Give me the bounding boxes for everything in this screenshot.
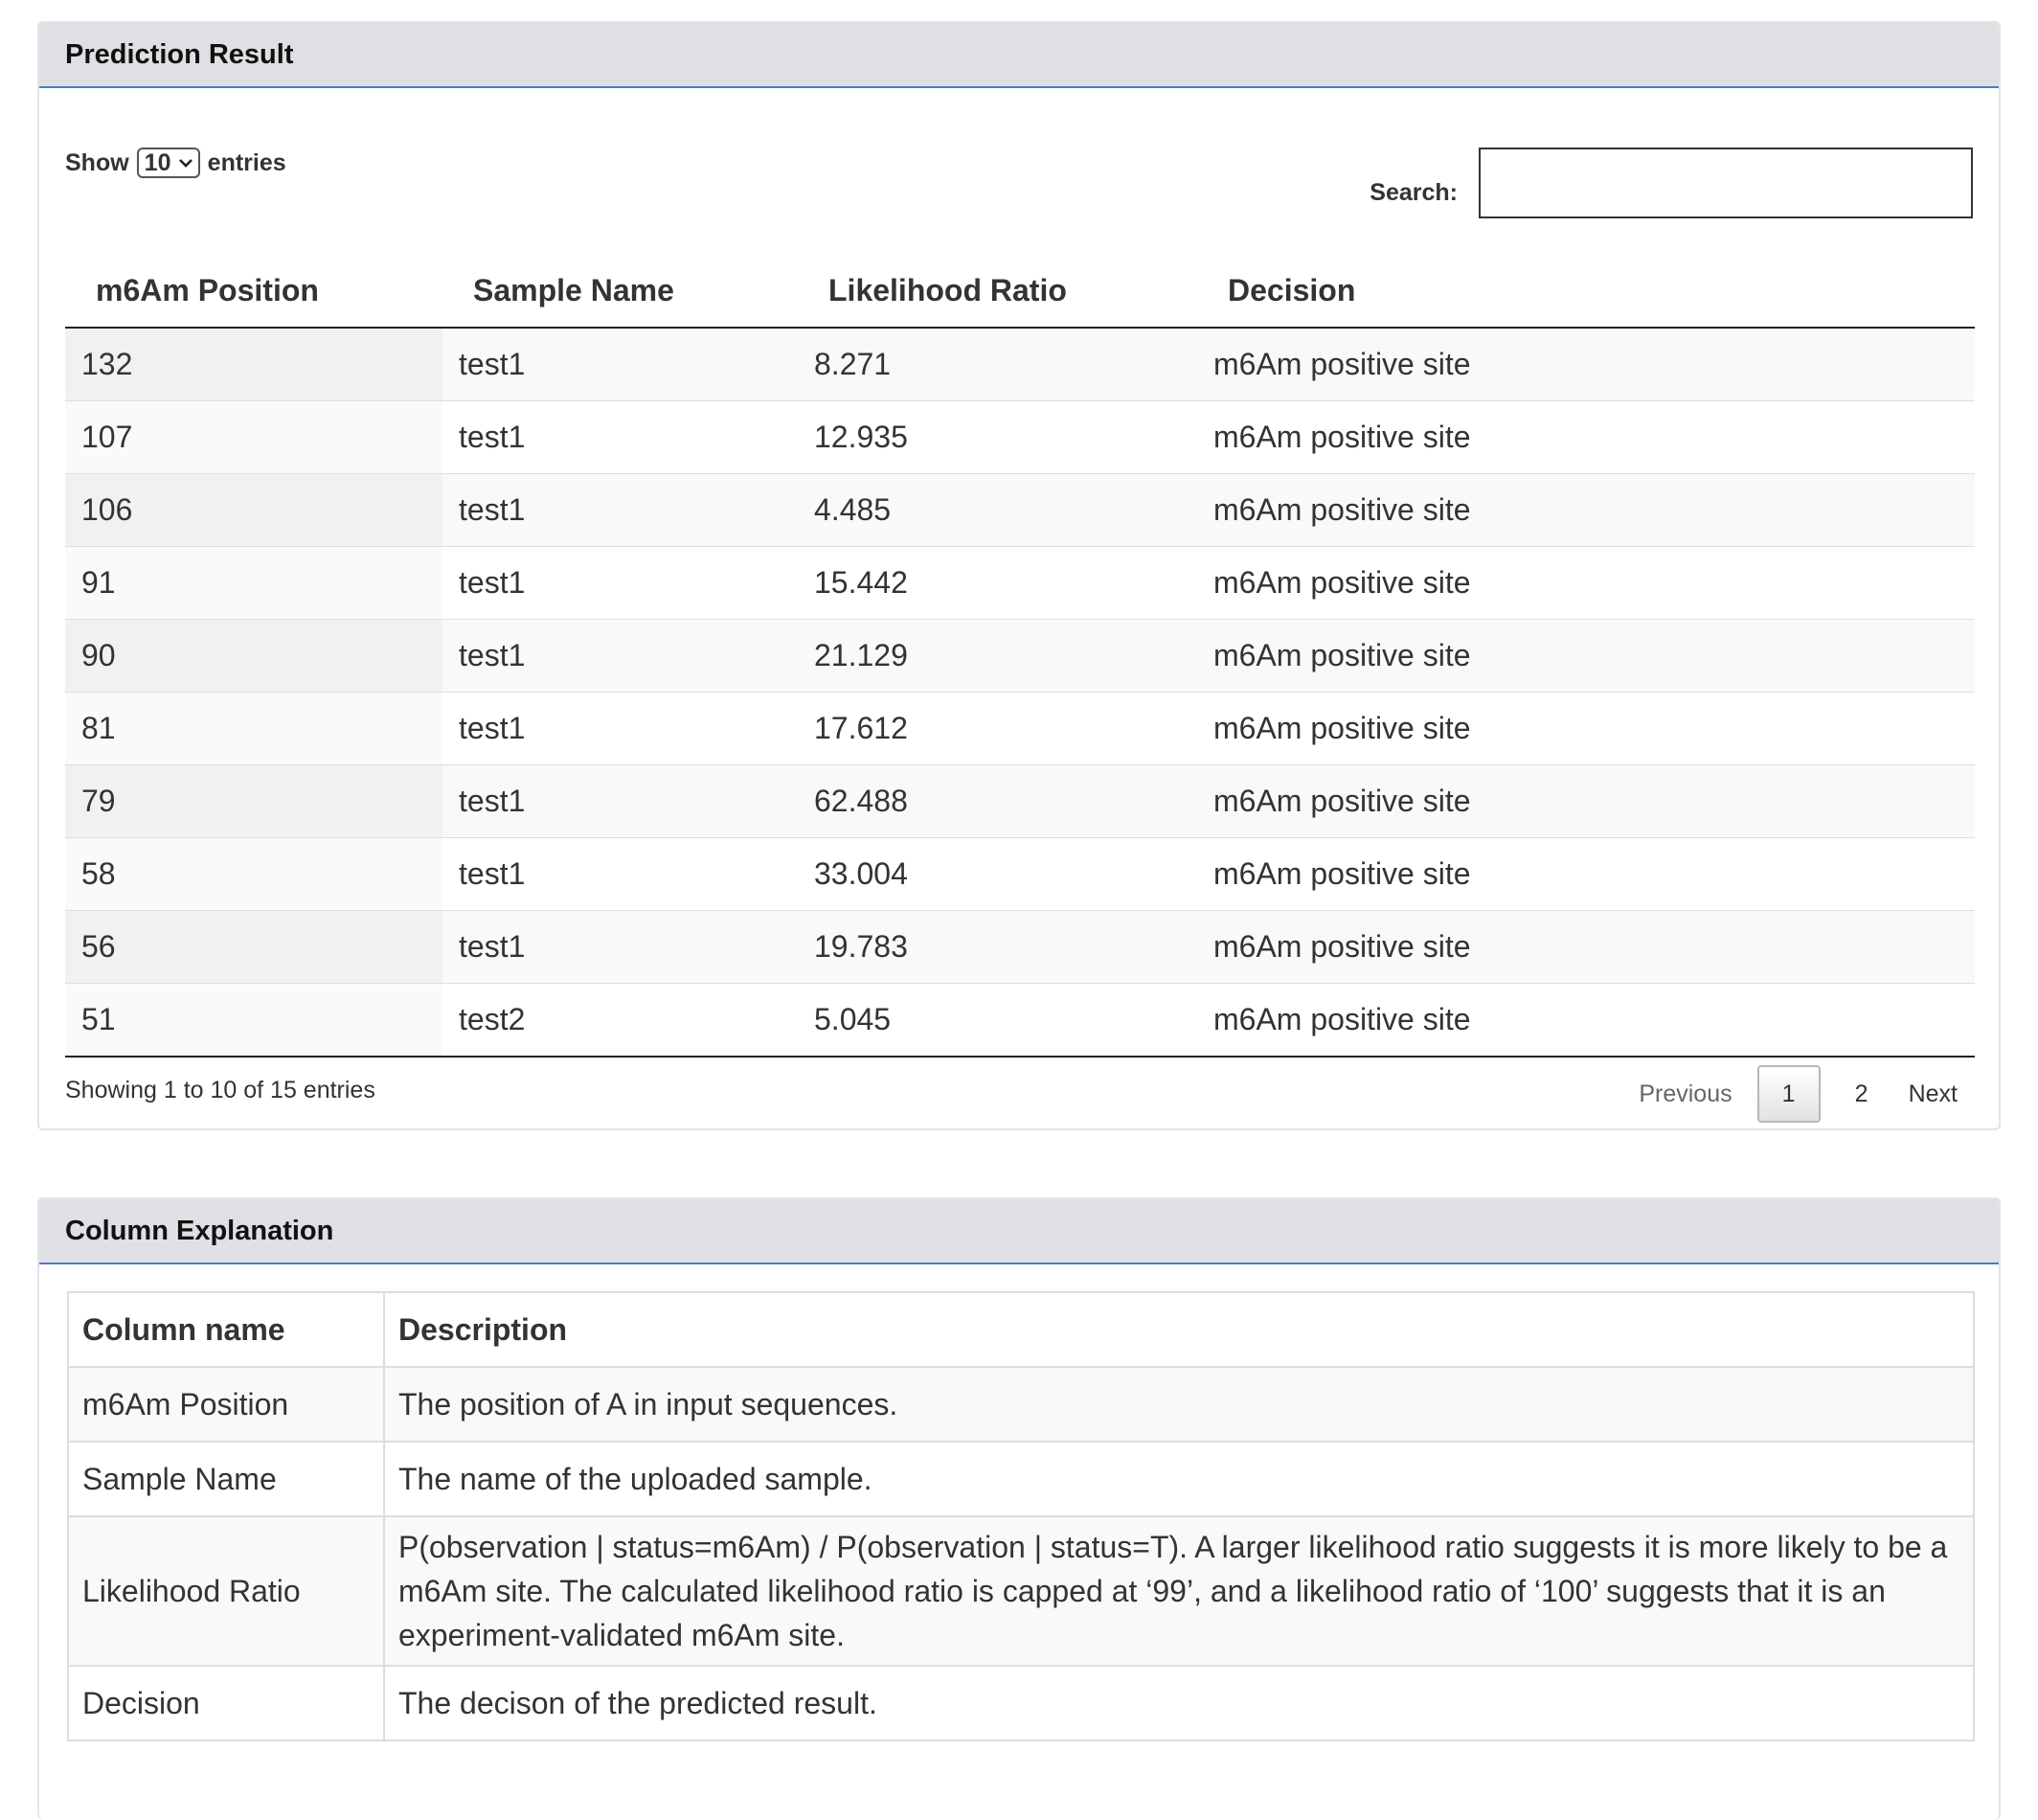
show-label: Show	[65, 148, 129, 176]
cell-sample-name: test1	[442, 401, 798, 474]
table-row	[65, 328, 1975, 401]
chevron-down-icon	[178, 157, 193, 169]
cell-likelihood-ratio: 19.783	[798, 911, 1197, 984]
page-button-2[interactable]: 2	[1854, 1080, 1868, 1107]
table-row	[65, 984, 1975, 1058]
cell-m6am-position: 106	[65, 474, 442, 547]
cell-m6am-position: 90	[65, 620, 442, 693]
cell-m6am-position: 56	[65, 911, 442, 984]
column-header-m6am-position[interactable]: m6Am Position	[65, 255, 442, 328]
entries-label: entries	[207, 148, 286, 176]
cell-m6am-position: 107	[65, 401, 442, 474]
cell-m6am-position: 58	[65, 838, 442, 911]
search-input[interactable]	[1479, 148, 1973, 218]
column-header-column-name: Column name	[68, 1292, 384, 1367]
results-header-row	[65, 255, 1975, 328]
column-header-likelihood-ratio[interactable]: Likelihood Ratio	[798, 255, 1197, 328]
cell-sample-name: test2	[442, 984, 798, 1058]
cell-m6am-position: 51	[65, 984, 442, 1058]
next-page-button[interactable]: Next	[1908, 1080, 1958, 1107]
cell-m6am-position: 81	[65, 693, 442, 765]
cell-decision: m6Am positive site	[1197, 620, 1975, 693]
cell-likelihood-ratio: 15.442	[798, 547, 1197, 620]
column-header-decision[interactable]: Decision	[1197, 255, 1975, 328]
cell-decision: m6Am positive site	[1197, 474, 1975, 547]
cell-sample-name: test1	[442, 328, 798, 401]
prediction-result-title: Prediction Result	[39, 23, 1999, 88]
cell-likelihood-ratio: 8.271	[798, 328, 1197, 401]
table-row	[65, 620, 1975, 693]
column-explanation-title: Column Explanation	[39, 1199, 1999, 1264]
cell-description: P(observation | status=m6Am) / P(observation | status=T). A larger likelihood ratio suggests it is more likely to be a m6Am site. The calculated likelihood ratio is capped at ‘99’, and a likelihood ratio of ‘100’ suggests that it is an experiment-validated m6Am site.	[384, 1516, 1974, 1666]
cell-description: The name of the uploaded sample.	[384, 1442, 1974, 1516]
prediction-result-panel	[37, 21, 2001, 1130]
cell-description: The decison of the predicted result.	[384, 1666, 1974, 1740]
cell-m6am-position: 91	[65, 547, 442, 620]
cell-decision: m6Am positive site	[1197, 328, 1975, 401]
table-row	[65, 693, 1975, 765]
search-control	[1370, 148, 1973, 218]
column-explanation-panel	[37, 1197, 2001, 1820]
cell-decision: m6Am positive site	[1197, 984, 1975, 1058]
table-row	[68, 1666, 1974, 1740]
table-row	[68, 1516, 1974, 1666]
cell-sample-name: test1	[442, 693, 798, 765]
cell-column-name: Decision	[68, 1666, 384, 1740]
cell-likelihood-ratio: 4.485	[798, 474, 1197, 547]
column-header-description: Description	[384, 1292, 1974, 1367]
page-button-1[interactable]: 1	[1757, 1065, 1821, 1123]
cell-description: The position of A in input sequences.	[384, 1367, 1974, 1442]
cell-sample-name: test1	[442, 620, 798, 693]
cell-likelihood-ratio: 62.488	[798, 765, 1197, 838]
table-row	[68, 1367, 1974, 1442]
table-row	[65, 838, 1975, 911]
cell-sample-name: test1	[442, 547, 798, 620]
cell-sample-name: test1	[442, 838, 798, 911]
cell-sample-name: test1	[442, 765, 798, 838]
table-row	[65, 474, 1975, 547]
entries-length-select[interactable]	[137, 148, 200, 178]
cell-sample-name: test1	[442, 911, 798, 984]
prediction-results-table	[65, 255, 1975, 1058]
table-row	[65, 911, 1975, 984]
column-header-sample-name[interactable]: Sample Name	[442, 255, 798, 328]
table-row	[65, 765, 1975, 838]
cell-m6am-position: 132	[65, 328, 442, 401]
table-row	[65, 547, 1975, 620]
table-row	[68, 1442, 1974, 1516]
cell-sample-name: test1	[442, 474, 798, 547]
cell-decision: m6Am positive site	[1197, 693, 1975, 765]
previous-page-button[interactable]: Previous	[1639, 1080, 1732, 1107]
cell-decision: m6Am positive site	[1197, 401, 1975, 474]
entries-length-control	[65, 148, 286, 178]
search-label: Search:	[1370, 178, 1458, 206]
pagination	[1623, 1065, 1973, 1123]
cell-likelihood-ratio: 21.129	[798, 620, 1197, 693]
cell-likelihood-ratio: 17.612	[798, 693, 1197, 765]
cell-likelihood-ratio: 12.935	[798, 401, 1197, 474]
cell-column-name: Sample Name	[68, 1442, 384, 1516]
cell-column-name: m6Am Position	[68, 1367, 384, 1442]
cell-decision: m6Am positive site	[1197, 547, 1975, 620]
entries-length-value: 10	[144, 148, 171, 176]
cell-likelihood-ratio: 33.004	[798, 838, 1197, 911]
cell-column-name: Likelihood Ratio	[68, 1516, 384, 1666]
cell-m6am-position: 79	[65, 765, 442, 838]
cell-decision: m6Am positive site	[1197, 765, 1975, 838]
cell-decision: m6Am positive site	[1197, 911, 1975, 984]
explanation-header-row	[68, 1292, 1974, 1367]
results-table-body	[65, 328, 1975, 1057]
column-explanation-table	[67, 1291, 1975, 1741]
cell-likelihood-ratio: 5.045	[798, 984, 1197, 1058]
table-row	[65, 401, 1975, 474]
table-info: Showing 1 to 10 of 15 entries	[65, 1077, 375, 1103]
explanation-table-body	[68, 1367, 1974, 1740]
cell-decision: m6Am positive site	[1197, 838, 1975, 911]
